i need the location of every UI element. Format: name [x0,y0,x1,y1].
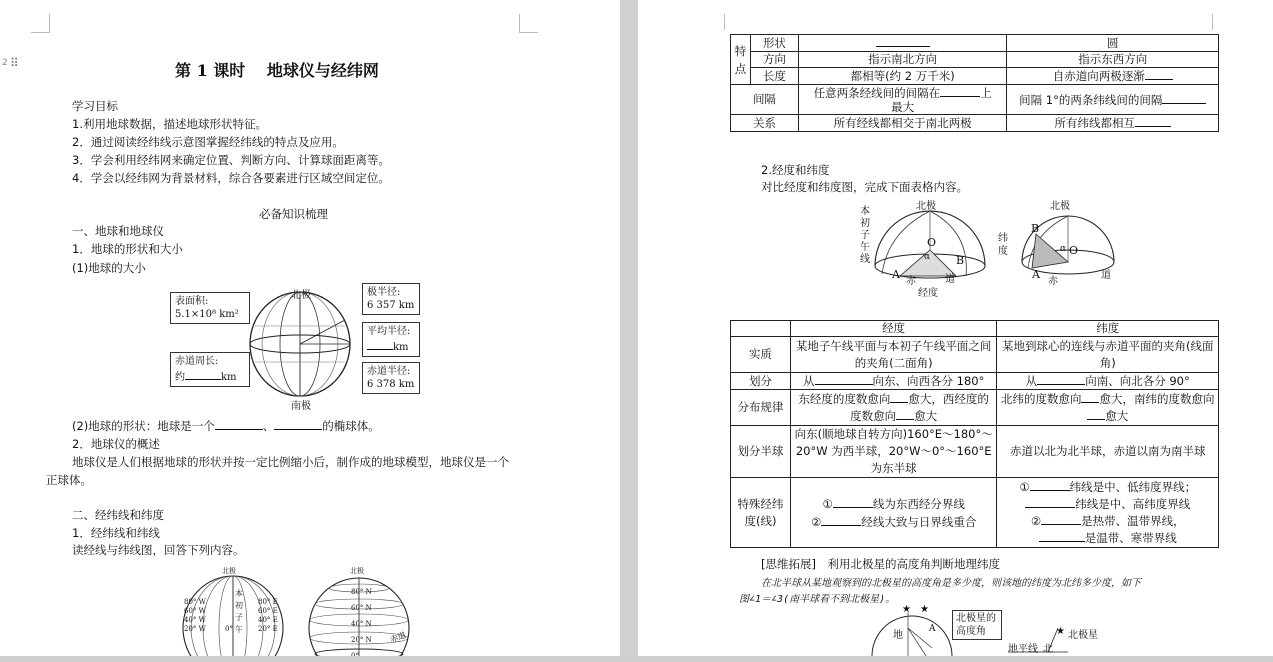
cell-text: 上 [980,86,992,100]
table-cell [798,85,1007,115]
label-char: 午 [235,625,243,634]
label-char: 本 [235,589,243,598]
latitude-label: 20° N [351,636,372,644]
cell-text: 从 [803,374,815,388]
label-char: 度 [998,246,1008,257]
table-header-row [731,321,1219,337]
cell-text: 所有纬线都相互 [1054,116,1135,130]
table-cell: 特殊经纬度(线) [731,478,791,548]
objective-item: 4．学会以经纬网为背景材料，综合各要素进行区域空间定位。 [72,171,390,185]
table-cell [1007,85,1219,115]
prime-meridian-label [860,206,871,266]
answer-blank[interactable] [1025,496,1075,508]
longitude-label: 40° E [258,616,278,624]
point-label-a: A [1032,268,1040,281]
box-text: 北极星的 [956,613,996,624]
cell-text: 是热带、温带界线， [1081,513,1185,528]
surface-area-box [170,292,250,324]
page-number-marker: 2 [2,58,8,68]
equator-length-label: 赤道周长: [175,356,219,367]
west-longitude-labels [184,598,206,634]
north-pole-label: 北极 [291,290,311,301]
north-label: 北 [1043,644,1053,655]
equator-label: 赤 [1048,276,1058,287]
cell-text: 任意两条经线间的间隔在 [813,86,941,100]
equator-length-unit: km [221,372,237,383]
cell-text: 北纬的度数愈向 [1000,391,1082,406]
longitude-label: 80° W [184,598,206,606]
polar-radius-value: 6 357 km [367,300,415,311]
section-heading: 必备知识梳理 [259,207,328,221]
equatorial-radius-label: 赤道半径: [367,366,411,377]
center-point-label: O [1069,244,1079,257]
point-label-b: B [956,254,965,267]
page-gap [620,0,638,662]
equator-length-box [170,352,250,387]
longitude-label: 20° W [184,625,206,633]
answer-blank[interactable] [890,391,908,403]
table-cell: 实质 [731,337,791,373]
table-cell [997,390,1219,426]
answer-blank[interactable] [833,496,873,508]
figure-caption: 经度 [918,288,938,299]
table-header-cell [731,321,791,337]
table-cell [790,390,997,426]
table-header-cell: 纬度 [997,321,1219,337]
star-icon: ★ [902,604,911,615]
earth-figure [240,282,360,412]
objective-item: 1.利用地球数据，描述地球形状特征。 [72,117,267,131]
subheading: (1)地球的大小 [72,261,146,275]
answer-blank[interactable] [367,338,393,350]
polar-radius-box [362,283,420,315]
table-cell: 划分半球 [731,426,791,478]
table-cell: 所有经线都相交于南北两极 [798,115,1007,132]
table-row [731,85,1219,115]
mean-radius-unit: km [393,342,409,353]
answer-blank[interactable] [940,85,980,97]
answer-blank[interactable] [185,368,221,380]
table-cell: 分布规律 [731,390,791,426]
subheading: 1．经纬线和纬线 [72,526,160,540]
table-row [731,373,1219,390]
table-cell [790,373,997,390]
angle-label: α [1060,244,1067,254]
label-char: 子 [860,230,870,241]
longitude-label: 80° E [258,598,278,606]
think-heading: [思维拓展] 利用北极星的高度角判断地理纬度 [761,557,1000,571]
table-cell: 向东(顺地球自转方向)160°E～180°～20°W 为西半球，20°W～0°～160°E 为东半球 [790,426,997,478]
equator-label: 赤 [906,276,916,287]
answer-blank[interactable] [815,373,873,385]
mean-radius-box [362,322,420,357]
label-char: 初 [860,218,870,229]
latitude-labels [351,584,372,662]
document-page-left [0,0,620,662]
label-char: 本 [860,206,870,217]
answer-blank[interactable] [1037,373,1085,385]
objective-item: 3．学会利用经纬网来确定位置、判断方向、计算球面距离等。 [72,153,390,167]
point-label-a: A [892,268,900,281]
table-cell: 某地子午线平面与本初子午线平面之间的夹角(二面角) [790,337,997,373]
equator-length-prefix: 约 [175,372,185,383]
table-row [731,426,1219,478]
latitude-label [998,232,1009,258]
objectives-heading: 学习目标 [72,99,118,113]
cell-text: ② [1030,513,1042,528]
answer-blank[interactable] [1162,92,1206,104]
cell-text: 是温带、寒带界线 [1084,530,1177,545]
longitude-latitude-table [730,320,1219,548]
point-label-a: A [929,624,936,634]
paragraph-line: 正球体。 [46,473,92,487]
label-char: 初 [235,601,243,610]
table-cell: 关系 [731,115,799,132]
latitude-label: 40° N [351,620,372,628]
answer-blank[interactable] [1087,408,1105,420]
answer-blank[interactable] [1081,391,1099,403]
star-icon: ★ [920,604,929,615]
point-label-b: B [1031,222,1040,235]
table-cell: 方向 [750,52,798,68]
longitude-label: 40° W [184,616,206,624]
table-row [731,52,1219,68]
cell-text: 从 [1025,374,1038,388]
equatorial-radius-value: 6 378 km [367,379,415,390]
page-corner-mark [706,14,725,30]
objective-item: 2．通过阅读经纬线示意图掌握经纬线的特点及应用。 [72,135,344,149]
table-row [731,478,1219,548]
table-row [731,68,1219,85]
table-cell: 某地到球心的连线与赤道平面的夹角(线面角) [997,337,1219,373]
cell-text: 间隔 1°的两条纬线间的间隔 [1019,92,1163,107]
table-cell: 赤道以北为北半球，赤道以南为南半球 [997,426,1219,478]
equatorial-radius-box [362,362,420,394]
answer-blank[interactable] [1039,530,1085,542]
longitude-label: 20° E [258,625,278,633]
paragraph-line: 在北半球从某地观察到的北极星的高度角是多少度，则该地的纬度为北纬多少度，如下 [761,578,1141,589]
answer-blank[interactable] [896,408,914,420]
latitude-label: 60° N [351,604,372,612]
shape-text: (2)地球的形状：地球是一个 [72,419,215,433]
cell-text: 愈大，南纬的度数愈向 [1099,391,1215,406]
east-longitude-labels [258,598,278,634]
cell-text: ① [1019,479,1030,494]
equator-label: 道 [1101,270,1111,281]
paragraph-line: 对比经度和纬度图，完成下面表格内容。 [761,180,968,194]
table-row [731,35,1219,52]
cell-text: 东经度的度数愈向 [798,391,891,406]
page-corner-mark [31,14,50,33]
surface-area-value: 5.1×10⁸ km² [175,309,239,320]
horizontal-scrollbar[interactable] [0,656,1273,662]
cell-text: ① [822,496,833,511]
cell-text: 纬线是中、高纬度界线 [1075,496,1191,511]
answer-blank[interactable] [821,514,861,526]
page-corner-mark [519,14,538,33]
drag-handle-icon[interactable]: ⠿ [10,56,17,70]
ground-label: 地 [893,630,903,641]
answer-blank[interactable] [1145,68,1173,80]
table-cell: 圆 [1007,35,1219,52]
table-cell: 形状 [750,35,798,52]
equator-label: 赤道 [388,630,408,645]
cell-text: 愈大 [914,408,938,423]
table-cell [997,373,1219,390]
shape-text: 、 [262,419,275,433]
equator-label: 道 [945,274,955,285]
cell-text: 经线大致与日界线重合 [861,514,977,529]
paragraph-line: 读经线与纬线图，回答下列内容。 [72,543,245,557]
polaris-angle-box [952,610,1002,640]
subheading: 2.经度和纬度 [761,163,830,177]
north-pole-label: 北极 [222,567,236,575]
shape-sentence [72,418,380,434]
cell-text: 愈大，西经度的度数愈向 [850,391,989,423]
page-title: 第 1 课时 地球仪与经纬网 [175,61,379,80]
cell-text: 愈大 [1105,408,1129,423]
cell-text: 向南、向北各分 90° [1085,374,1190,388]
longitude-label: 60° E [258,607,278,615]
label-char: 子 [235,613,243,622]
north-pole-label: 北极 [1050,201,1070,212]
answer-blank[interactable] [876,35,930,47]
star-icon: ★ [1056,626,1065,637]
table-cell [1007,115,1219,132]
table-cell [798,35,1007,52]
north-pole-label: 北极 [916,201,936,212]
shape-text: 的椭球体。 [322,419,380,433]
table-group-label [731,35,751,85]
prime-meridian-degree: 0° [225,625,233,633]
prime-meridian-label [235,588,244,636]
table-row [731,337,1219,373]
paragraph-line: 图∠1＝∠3(南半球看不到北极星)。 [739,594,896,605]
center-point-label: O [927,236,937,249]
polar-radius-label: 极半径: [367,287,401,298]
box-text: 高度角 [956,626,986,637]
cell-text: 纬线是中、低纬度界线； [1069,479,1197,494]
document-page-right [638,0,1273,662]
table-cell: 指示东西方向 [1007,52,1219,68]
answer-blank[interactable] [215,418,263,430]
paragraph-line: 地球仪是人们根据地球的形状并按一定比例缩小后，制作成的地球模型，地球仪是一个 [72,455,509,469]
south-pole-label: 南极 [291,401,311,412]
cell-text: 最大 [891,100,915,114]
angle-label: α [924,252,931,262]
label-char: 午 [860,242,870,253]
mean-radius-label: 平均半径: [367,326,411,337]
subheading: 2．地球仪的概述 [72,437,160,451]
answer-blank[interactable] [1041,513,1081,525]
cell-text: 向东、向西各分 180° [872,374,985,388]
table-cell: 指示南北方向 [798,52,1007,68]
cell-text: ② [811,514,822,529]
answer-blank[interactable] [1135,115,1171,127]
group-label-text: 特点 [734,43,747,76]
cell-text: 线为东西经分界线 [872,496,965,511]
part-heading: 一、地球和地球仪 [72,224,164,238]
page-corner-mark [1212,14,1231,30]
table-row [731,390,1219,426]
answer-blank[interactable] [1030,479,1070,491]
cell-text: 自赤道向两极逐渐 [1052,69,1145,83]
table-cell [790,478,997,548]
horizon-label: 地平线 [1008,644,1038,655]
table-cell [1007,68,1219,85]
table-cell [997,478,1219,548]
polaris-label: 北极星 [1068,630,1098,641]
latitude-label: 80° N [351,588,372,596]
longitude-label: 60° W [184,607,206,615]
table-cell: 划分 [731,373,791,390]
label-char: 线 [860,254,870,265]
surface-area-label: 表面积: [175,296,209,307]
subheading: 1．地球的形状和大小 [72,242,183,256]
answer-blank[interactable] [274,418,322,430]
table-header-cell: 经度 [790,321,997,337]
table-cell: 间隔 [731,85,799,115]
north-pole-label: 北极 [350,567,364,575]
meridian-parallel-table [730,34,1219,132]
table-row [731,115,1219,132]
part-heading: 二、经纬线和纬度 [72,508,164,522]
table-cell: 都相等(约 2 万千米) [798,68,1007,85]
table-cell: 长度 [750,68,798,85]
label-char: 纬 [998,233,1008,244]
